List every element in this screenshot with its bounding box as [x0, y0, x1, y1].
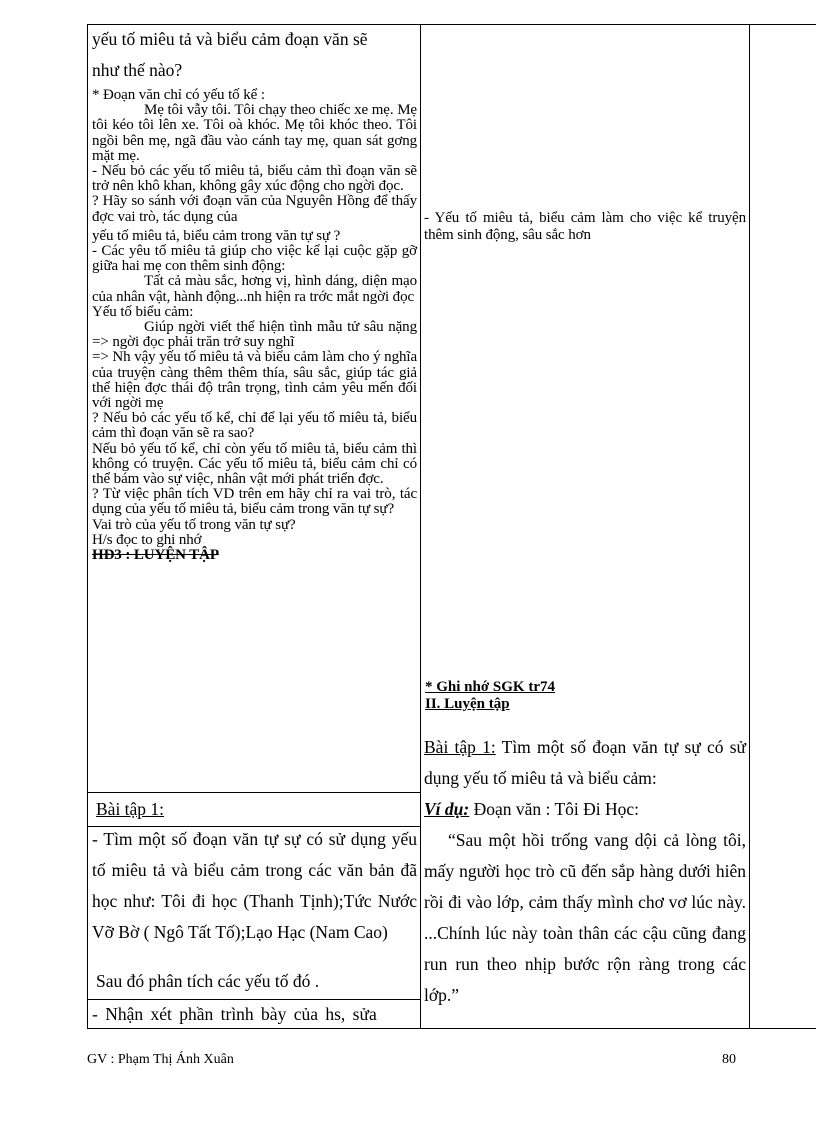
bt1-title-left: Bài tập 1: [96, 799, 165, 819]
exercise-answer-block [424, 732, 746, 1011]
table-border-left [87, 24, 88, 1028]
bt1-line [424, 732, 746, 794]
bt1-text-mid: Tìm một số đoạn văn tự sự có sử dụng yếu tố miêu tả và biểu cảm: [424, 737, 747, 788]
block3b: yếu tố miêu tả, biểu cảm trong văn tự sự ? [92, 227, 341, 244]
answer-1: - Yếu tố miêu tả, biểu cảm làm cho việc kể truyện thêm sinh động, sâu sắc hơn [424, 210, 746, 243]
bt1-text-left: - Tìm một số đoạn văn tự sự có sử dụng yếu tố miêu tả và biểu cảm trong các văn bản đã học như: Tôi đi học (Thanh Tịnh);Tức Nước Vỡ Bờ ( Ngô Tất Tố);Lạo Hạc (Nam Cao) [92, 829, 417, 942]
block10: ? Từ việc phân tích VD trên em hãy chỉ ra vai trò, tác dụng của yếu tố miêu tả, biểu cảm trong văn tự sự? [92, 486, 417, 518]
row-separator-1 [87, 792, 420, 793]
bt1-label-mid: Bài tập 1: [424, 737, 496, 757]
column-divider-2 [749, 24, 750, 1028]
small-text-block [92, 88, 417, 563]
block12: H/s đọc to ghi nhớ [92, 531, 202, 548]
block4: - Các yêu tố miêu tả giúp cho việc kể lại cuộc gặp gỡ giữa hai mẹ con thêm sinh động: [92, 243, 417, 275]
bt1-text2-left: Sau đó phân tích các yếu tố đó . [96, 971, 320, 991]
block6-head: Yếu tố biểu cảm: [92, 303, 194, 320]
block6-body: Giúp ngời viết thể hiện tình mẫu tử sâu nặng => ngời đọc phải trăn trở suy nghĩ [92, 319, 417, 351]
luyen-tap-heading: II. Luyện tập [425, 696, 510, 712]
ghi-nho-heading: * Ghi nhớ SGK tr74 [425, 679, 555, 695]
block11: Vai trò của yếu tố trong văn tự sự? [92, 516, 296, 533]
hd3-heading: HĐ3 : LUYỆN TẬP [92, 547, 219, 564]
bt1-text3-left: - Nhận xét phần trình bày của hs, sửa [92, 1004, 377, 1024]
page-number: 80 [722, 1052, 736, 1067]
block7: => Nh vậy yếu tố miêu tả và biểu cảm làm cho ý nghĩa của truyện càng thêm thêm thía, sâu sắc, giúp tác giả thể hiện đợc thái độ trân trọng, tình cảm yêu mến đối với ngời mẹ [92, 349, 417, 412]
intro-line-2: như thế nào? [92, 60, 183, 80]
block1-body: Mẹ tôi vẫy tôi. Tôi chạy theo chiếc xe mẹ. Mẹ tôi kéo tôi lên xe. Tôi oà khóc. Mẹ tôi khóc theo. Tôi ngồi bên mẹ, ngã đầu vào cánh tay mẹ, quan sát gơng mặt mẹ. [92, 102, 417, 164]
column-divider-1 [420, 24, 421, 1028]
vidu-label: Ví dụ: [424, 799, 470, 819]
footer-author: GV : Phạm Thị Ánh Xuân [87, 1052, 234, 1067]
vidu-text: Đoạn văn : Tôi Đi Học: [473, 799, 640, 819]
block8: ? Nếu bỏ các yếu tố kể, chỉ để lại yếu tố miêu tả, biểu cảm thì đoạn văn sẽ ra sao? [92, 410, 417, 442]
quote-paragraph: “Sau một hồi trống vang dội cả lòng tôi, mấy người học trò cũ đến sắp hàng dưới hiên rồi đi vào lớp, cảm thấy mình chơ vơ lúc này. ...Chính lúc này toàn thân các cậu cũng đang run run theo nhịp bước rộn ràng trong các lớp.” [424, 830, 746, 1005]
block2: - Nếu bỏ các yếu tố miêu tả, biểu cảm thì đoạn văn sẽ trở nên khô khan, không gây xúc động cho ngời đọc. [92, 163, 417, 195]
block5: Tất cả màu sắc, hơng vị, hình dáng, diện mạo của nhân vật, hành động...nh hiện ra trớc mắt ngời đọc [92, 273, 417, 305]
vidu-line [424, 794, 746, 825]
teacher-activity-column [92, 24, 417, 563]
intro-line-1: yếu tố miêu tả và biểu cảm đoạn văn sẽ [92, 29, 368, 49]
block3a: ? Hãy so sánh với đoạn văn của Nguyên Hồng để thấy đợc vai trò, tác dụng của [92, 193, 417, 225]
block9: Nếu bỏ yếu tố kể, chỉ còn yếu tố miêu tả, biểu cảm thì không có truyện. Các yếu tố miêu tả, biểu cảm chỉ có thể bám vào sự việc, nhân vật mới phát triển đợc. [92, 440, 417, 488]
block1-head: * Đoạn văn chỉ có yếu tố kể : [92, 87, 265, 103]
